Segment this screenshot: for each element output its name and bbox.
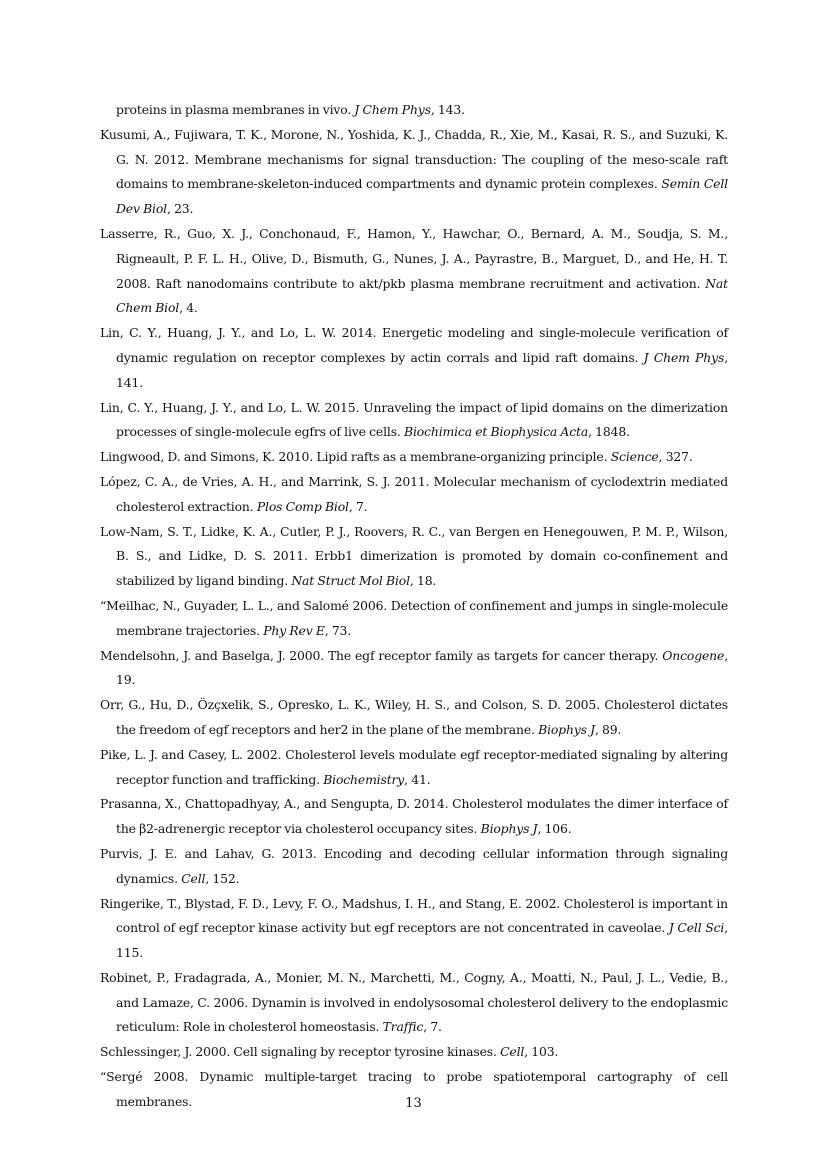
reference-entry: Prasanna, X., Chattopadhyay, A., and Sengupta, D. 2014. Cholesterol modulates the dimer interface of the β2-adrenergic receptor via cholesterol occupancy sites. Biophys J, 106. bbox=[100, 796, 728, 837]
reference-entry: Pike, L. J. and Casey, L. 2002. Cholesterol levels modulate egf receptor-mediated signaling by altering receptor function and trafficking. Biochemistry, 41. bbox=[100, 746, 728, 787]
reference-entry: Lin, C. Y., Huang, J. Y., and Lo, L. W. 2015. Unraveling the impact of lipid domains on the dimerization processes of single-molecule egfrs of live cells. Biochimica et Biophysica Acta, 1848. bbox=[100, 399, 728, 440]
journal-name: Cell bbox=[500, 1044, 525, 1060]
journal-name: Oncogene bbox=[662, 647, 725, 663]
reference-entry: “Sergé 2008. Dynamic multiple-target tracing to probe spatiotemporal cartography of cell membranes. bbox=[100, 1069, 728, 1109]
reference-entry: Low-Nam, S. T., Lidke, K. A., Cutler, P. J., Roovers, R. C., van Bergen en Henegouwen, P. M. P., Wilson, B. S., and Lidke, D. S. 2011. Erbb1 dimerization is promoted by domain co-confinement and stabilized by ligand binding. Nat Struct Mol Biol, 18. bbox=[100, 523, 728, 589]
reference-entry: Kusumi, A., Fujiwara, T. K., Morone, N., Yoshida, K. J., Chadda, R., Xie, M., Kasai, R. S., and Suzuki, K. G. N. 2012. Membrane mechanisms for signal transduction: The coupling of the meso-scale raft domains to membrane-skeleton-induced compartments and dynamic protein complexes. Semin Cell Dev Biol, 23. bbox=[100, 126, 728, 217]
reference-entry: “Meilhac, N., Guyader, L. L., and Salomé 2006. Detection of confinement and jumps in single-molecule membrane trajectories. Phy Rev E, 73. bbox=[100, 597, 728, 638]
reference-entry: Ringerike, T., Blystad, F. D., Levy, F. O., Madshus, I. H., and Stang, E. 2002. Cholesterol is important in control of egf receptor kinase activity but egf receptors are not concentrated in caveolae. J Cell Sci, 115. bbox=[100, 895, 728, 961]
journal-name: Biochemistry bbox=[323, 771, 405, 787]
journal-name: Biophys J bbox=[480, 821, 538, 837]
reference-entry: Robinet, P., Fradagrada, A., Monier, M. N., Marchetti, M., Cogny, A., Moatti, N., Paul, J. L., Vedie, B., and Lamaze, C. 2006. Dynamin is involved in endolysosomal cholesterol delivery to the endoplasmic reticulum: Role in cholesterol homeostasis. Traffic, 7. bbox=[100, 969, 728, 1035]
reference-list bbox=[100, 98, 728, 1115]
reference-entry: Schlessinger, J. 2000. Cell signaling by receptor tyrosine kinases. Cell, 103. bbox=[100, 1044, 559, 1060]
reference-entry: Lingwood, D. and Simons, K. 2010. Lipid rafts as a membrane-organizing principle. Science, 327. bbox=[100, 449, 693, 465]
reference-entry: proteins in plasma membranes in vivo. J Chem Phys, 143. bbox=[116, 102, 465, 117]
journal-name: Biophys J bbox=[538, 721, 595, 737]
reference-entry: Purvis, J. E. and Lahav, G. 2013. Encoding and decoding cellular information through signaling dynamics. Cell, 152. bbox=[100, 845, 728, 886]
journal-name: Nat Chem Biol bbox=[116, 275, 728, 316]
journal-name: Traffic bbox=[382, 1019, 424, 1035]
journal-name: J Chem Phys bbox=[643, 349, 725, 365]
journal-name: Plos Comp Biol bbox=[256, 498, 349, 514]
journal-name: Semin Cell Dev Biol bbox=[116, 176, 728, 217]
journal-name: Biochimica et Biophysica Acta bbox=[404, 424, 589, 440]
journal-name: Nat Struct Mol Biol bbox=[291, 573, 410, 589]
journal-name: J Chem Phys bbox=[354, 102, 431, 117]
reference-entry: Mendelsohn, J. and Baselga, J. 2000. The egf receptor family as targets for cancer therapy. Oncogene, 19. bbox=[100, 647, 728, 688]
reference-entry: Lin, C. Y., Huang, J. Y., and Lo, L. W. 2014. Energetic modeling and single-molecule verification of dynamic regulation on receptor complexes by actin corrals and lipid raft domains. J Chem Phys, 141. bbox=[100, 325, 728, 390]
journal-name: Cell bbox=[181, 870, 206, 886]
journal-name: Phy Rev E bbox=[263, 622, 325, 638]
reference-entry: López, C. A., de Vries, A. H., and Marrink, S. J. 2011. Molecular mechanism of cyclodextrin mediated cholesterol extraction. Plos Comp Biol, 7. bbox=[100, 473, 728, 514]
page-number: 13 bbox=[405, 1096, 422, 1111]
reference-entry: Lasserre, R., Guo, X. J., Conchonaud, F., Hamon, Y., Hawchar, O., Bernard, A. M., Soudja, S. M., Rigneault, P. F. L. H., Olive, D., Bismuth, G., Nunes, J. A., Payrastre, B., Marguet, D., and He, H. T. 2008. Raft nanodomains contribute to akt/pkb plasma membrane recruitment and activation. Nat Chem Biol, 4. bbox=[100, 225, 728, 316]
journal-name: J Cell Sci bbox=[668, 920, 725, 936]
journal-name: Science bbox=[610, 449, 659, 465]
reference-entry: Orr, G., Hu, D., Özçxelik, S., Opresko, L. K., Wiley, H. S., and Colson, S. D. 2005. Cholesterol dictates the freedom of egf receptors and her2 in the plane of the membrane. Biophys J, 89. bbox=[100, 697, 728, 737]
